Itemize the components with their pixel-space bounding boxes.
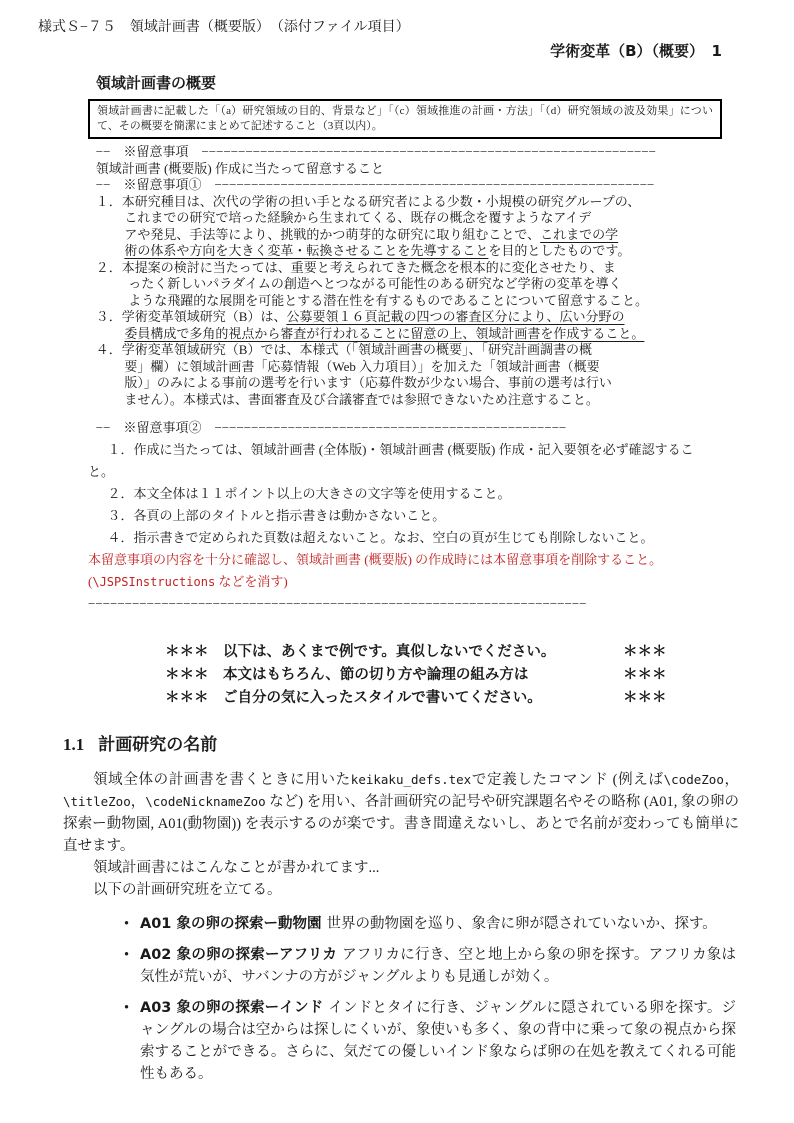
group-description: 世界の動物園を巡り、象舎に卵が隠されていないか、探す。 [326,916,717,932]
text-segment: −− ※留意事項② −−−−−−−−−−−−−−−−−−−−−−−−−−−−−−−−−−−−−−−−−−−−−−−− [95,420,567,435]
note-line [88,293,722,310]
warning-text: ご自分の気に入ったスタイルで書いてください。 [223,690,542,706]
note-line [88,144,722,161]
text-segment: ， [723,772,740,788]
section-paragraph [63,769,739,857]
note-line [88,326,722,343]
research-group-item [122,913,736,935]
section-line: 以下の計画研究班を立てる。 [93,882,282,898]
warning-text: 本文はもちろん、節の切り方や論理の組み方は [223,667,529,683]
note-line [88,227,722,244]
research-group-item [122,944,736,988]
form-number-header: 様式Ｓ−７５ 領域計画書（概要版） （添付ファイル項目） [38,20,410,35]
instruction-box: 領域計画書に記載した「（a）研究領域の目的、背景など」「（c）領域推進の計画・方法」「（d）研究領域の波及効果」について、その概要を簡潔にまとめて記述すること（3頁以内）。 [88,99,722,139]
section-1-1 [63,730,739,1085]
text-segment: これまでの研究で培った経験から生まれてくる、既存の概念を覆すようなアイデ [124,210,592,225]
text-segment: 術の体系や方向を大きく変革・転換させることを先導すること [124,243,489,258]
text-segment: と。 [88,464,115,479]
group-label: A02 象の卵の探索ーアフリカ [140,947,338,963]
star-marker: ＊＊＊ [623,667,667,683]
star-marker: ＊＊＊ [165,644,209,660]
text-segment: 領域計画書 (概要版) 作成に当たって留意すること [95,160,384,176]
notes-block-1 [88,144,722,408]
note-line [88,359,722,376]
text-segment: −− ※留意事項 −−−−−−−−−−−−−−−−−−−−−−−−−−−−−−−−−−−−−−−−−−−−−−−−−−−−−−−−−−−−−− [95,144,657,159]
section-heading [63,730,739,755]
text-segment: 本留意事項の内容を十分に確認し、領域計画書 (概要版) の作成時には本留意事項を削除すること。 [88,552,663,567]
research-group-item [122,997,736,1085]
text-segment: ， [130,794,146,810]
note-line [88,375,722,392]
note-line [88,177,722,194]
note-line [88,260,722,277]
text-segment: ２．本文全体は１１ポイント以上の大きさの文字等を使用すること。 [107,486,511,501]
group-description: アフリカに行き、空と地上から象の卵を探す。アフリカ象は気性が荒いが、サバンナの方がジャングルよりも見通しが効く。 [140,947,737,985]
text-segment: ( [88,574,93,589]
group-description: インドとタイに行き、ジャングルに隠されている卵を探す。ジャングルの場合は空からは探しにくいが、象使いも多く、象の背中に乗って象の視点から探索することができる。さらに、気だての優しいインド象ならば卵の在処を教えてくれる可能性もある。 [140,1000,736,1082]
note-line [88,439,722,461]
text-segment: 要」欄）に領域計画書「応募情報（Web 入力項目）」を加えた「領域計画書（概要 [124,358,600,374]
star-marker: ＊＊＊ [623,690,667,706]
star-marker: ＊＊＊ [165,667,209,683]
overview-title: 領域計画書の概要 [96,74,217,92]
tex-command: \JSPSInstructions [92,575,216,589]
text-segment: を目的としたものです。 [488,243,631,258]
text-segment: 公募要領１６頁記載の四つの審査区分により、広い分野の [286,309,625,324]
section-number: 1.1 [63,735,85,754]
text-segment: 領域全体の計画書を書くときに用いた [93,772,351,788]
note-line [88,461,722,483]
text-segment: −−−−−−−−−−−−−−−−−−−−−−−−−−−−−−−−−−−−−−−−−−−−−−−−−−−−−−−−−−−−−−−−−−−− [88,596,587,611]
text-segment: ３．各頁の上部のタイトルと指示書きは動かさないこと。 [107,508,446,523]
group-label: A03 象の卵の探索ーインド [140,1000,324,1016]
note-line [88,417,722,439]
text-segment: などを消す) [215,574,288,589]
note-line [88,342,722,359]
example-warning-line [165,641,722,664]
text-segment: ４．学術変革領域研究（B）では、本様式（「領域計画書の概要」、「研究計画調書の概 [95,342,592,357]
text-segment: ったく新しいパラダイムの創造へとつながる可能性のある研究など学術の変革を導く [128,276,622,291]
text-segment: ３．学術変革領域研究（B）は、 [95,309,287,324]
text-segment: −− ※留意事項① −−−−−−−−−−−−−−−−−−−−−−−−−−−−−−−−−−−−−−−−−−−−−−−−−−−−−−−−−−−− [95,177,655,192]
note-line [88,593,722,615]
note-line [88,309,722,326]
note-line [88,210,722,227]
text-segment: アや発見、手法等により、挑戦的かつ萌芽的な研究に取り組むことで、 [124,226,541,242]
text-segment: ません）。本様式は、書面審査及び合議審査では参照できないため注意すること。 [124,391,599,407]
text-segment: 版）」のみによる事前の選考を行います（応募件数が少ない場合、事前の選考は行い [124,375,612,390]
tex-command: \titleZoo [63,794,131,809]
text-segment: で定義したコマンド (例えば [471,772,664,788]
text-segment: 委員構成で多角的視点から審査が行われることに留意の上、領域計画書を作成すること。 [124,325,645,341]
note-line [88,571,722,593]
group-label: A01 象の卵の探索ー動物園 [140,916,322,932]
note-line [88,483,722,505]
star-marker: ＊＊＊ [623,644,667,660]
text-segment: １．作成に当たっては、領域計画書 (全体版)・領域計画書 (概要版) 作成・記入要領を必ず確認するこ [107,442,694,457]
section-line: 領域計画書にはこんなことが書かれてます... [93,860,380,876]
section-title: 計画研究の名前 [98,735,218,755]
text-segment: これまでの学 [540,226,619,242]
note-line [88,243,722,260]
note-line [88,276,722,293]
note-line [88,392,722,409]
star-marker: ＊＊＊ [165,690,209,706]
tex-command: \codeNicknameZoo [145,794,266,809]
text-segment: １．本研究種目は、次代の学術の担い手となる研究者による少数・小規模の研究グループの、 [95,193,641,209]
text-segment: ような飛躍的な展開を可能とする潜在性を有するものであることについて留意すること。 [128,292,649,308]
note-line [88,505,722,527]
text-segment: など) を用い、各計画研究の記号や研究課題名やその略称 (A01, 象の卵の探索ー動物園, A01(動物園)) を表示するのが楽です。書き間違えないし、あとで名前が変わっても簡単に直せます。 [63,794,739,854]
note-line [88,194,722,211]
note-line [88,161,722,178]
tex-command: \codeZoo [663,772,724,787]
tex-command: keikaku_defs.tex [350,772,472,787]
text-segment: ２．本提案の検討に当たっては、重要と考えられてきた概念を根本的に変化させたり、ま [95,259,616,275]
note-line [88,549,722,571]
warning-text: 以下は、あくまで例です。真似しないでください。 [223,644,556,660]
note-line [88,527,722,549]
page-content [63,72,740,1094]
page-header-right: 学術変革（B）（概要） 1 [550,42,722,60]
example-warning-line [165,664,722,687]
example-warning-line [165,687,722,710]
text-segment: ４．指示書きで定められた頁数は超えないこと。なお、空白の頁が生じても削除しないこと。 [107,530,654,545]
notes-block-2 [88,417,722,615]
example-warning-block [165,641,722,710]
research-group-list [122,913,736,1085]
